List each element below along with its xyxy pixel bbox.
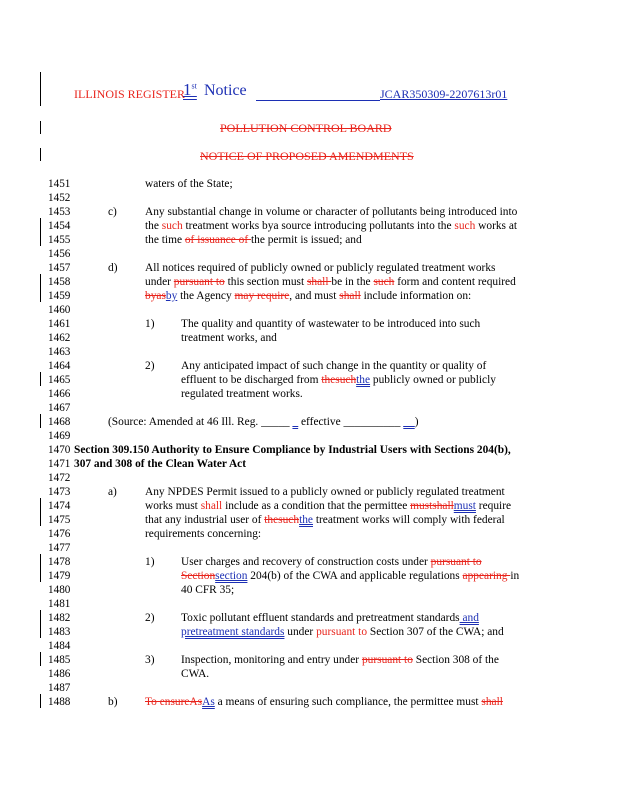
line-number: 1454 [48, 220, 71, 232]
span: (Source: Amended at 46 Ill. Reg. [108, 416, 262, 428]
text-line: regulated treatment works. [181, 388, 303, 400]
change-bar [40, 218, 41, 246]
line-number: 1487 [48, 682, 71, 694]
deleted-text: pursuant to [430, 556, 482, 568]
jcar-code: JCAR350309-2207613r01 [380, 87, 508, 101]
change-bar [40, 554, 41, 582]
line-number: 1481 [48, 598, 71, 610]
deleted-text: byas [145, 290, 166, 302]
line-number: 1463 [48, 346, 71, 358]
notice-sup: st [191, 81, 197, 91]
source-note [108, 415, 418, 429]
deleted-text: shall [307, 276, 332, 288]
inserted-text: and [459, 612, 479, 624]
inserted-text: shall [200, 500, 223, 512]
span: be in the [331, 276, 374, 288]
change-bar [40, 72, 41, 106]
change-bar [40, 414, 41, 428]
span: require [475, 500, 512, 512]
item-label: 2) [145, 360, 155, 372]
line-number: 1455 [48, 234, 71, 246]
span: the [145, 220, 162, 232]
deleted-text: pursuant to [361, 654, 413, 666]
line-number: 1471 [48, 458, 71, 470]
line-number: 1456 [48, 248, 71, 260]
line-number: 1479 [48, 570, 71, 582]
line-number: 1469 [48, 430, 71, 442]
line-number: 1459 [48, 290, 71, 302]
text-line [145, 233, 362, 247]
text-line [181, 625, 504, 639]
deleted-text: thesuch [321, 374, 357, 386]
text-line: 40 CFR 35; [181, 584, 235, 596]
line-number: 1466 [48, 388, 71, 400]
inserted-text: __ [403, 416, 415, 428]
text-line [145, 499, 511, 513]
span: works at [475, 220, 518, 232]
line-number: 1484 [48, 640, 71, 652]
deleted-text: shall [481, 696, 503, 708]
deleted-text: may require [234, 290, 290, 302]
span: this section must [224, 276, 307, 288]
line-number: 1461 [48, 318, 71, 330]
section-heading: Section 309.150 Authority to Ensure Compliance by Industrial Users with Sections 204(b), [74, 444, 511, 456]
line-number: 1458 [48, 276, 71, 288]
span: publicly owned or publicly [370, 374, 496, 386]
span: form and content required [394, 276, 516, 288]
deleted-text: shall [339, 290, 361, 302]
span: under [284, 626, 317, 638]
span: the permit is issued; and [250, 234, 362, 246]
change-bar [40, 652, 41, 666]
board-title: POLLUTION CONTROL BOARD [220, 121, 392, 135]
item-label: 1) [145, 318, 155, 330]
inserted-text: section [215, 570, 248, 582]
deleted-text: of issuance of [184, 234, 251, 246]
span: treatment works will comply with federal [312, 514, 505, 526]
span: in [510, 570, 520, 582]
span: Section 308 of the [412, 654, 499, 666]
item-label: 2) [145, 612, 155, 624]
line-number: 1465 [48, 374, 71, 386]
inserted-text: such [161, 220, 183, 232]
deleted-text: pursuant to [173, 276, 225, 288]
notice-number-value: 1 [183, 80, 192, 99]
deleted-text: To ensureAs [145, 696, 203, 708]
text-line [181, 555, 482, 569]
inserted-text: the [356, 374, 371, 386]
line-number: 1488 [48, 696, 71, 708]
text-line [181, 653, 499, 667]
span: effective [298, 416, 344, 428]
line-number: 1457 [48, 262, 71, 274]
line-number: 1451 [48, 178, 71, 190]
line-number: 1476 [48, 528, 71, 540]
inserted-text: _ [292, 416, 299, 428]
text-line: requirements concerning: [145, 528, 262, 540]
line-number: 1472 [48, 472, 71, 484]
line-number: 1482 [48, 612, 71, 624]
line-number: 1474 [48, 500, 71, 512]
text-line [145, 219, 517, 233]
inserted-text: by [165, 290, 178, 302]
span: 204(b) of the CWA and applicable regulations [247, 570, 463, 582]
change-bar [40, 121, 41, 134]
text-line [181, 611, 479, 625]
line-number: 1480 [48, 584, 71, 596]
deleted-text: appearing [462, 570, 511, 582]
change-bar [40, 274, 41, 302]
change-bar [40, 498, 41, 526]
text-line: Any NPDES Permit issued to a publicly owned or publicly regulated treatment [145, 486, 505, 498]
inserted-text: pursuant to [316, 626, 368, 638]
inserted-text: the [299, 514, 313, 526]
span: works must [145, 500, 201, 512]
deleted-text: thesuch [264, 514, 300, 526]
line-number: 1467 [48, 402, 71, 414]
line-number: 1478 [48, 556, 71, 568]
span: that any industrial user of [145, 514, 265, 526]
change-bar [40, 610, 41, 638]
span: Toxic pollutant effluent standards and pretreatment standards [181, 612, 460, 624]
text-line: CWA. [181, 668, 210, 680]
register-title: ILLINOIS REGISTER [74, 87, 185, 101]
inserted-text: must [453, 500, 476, 512]
text-line [145, 289, 471, 303]
span: , and must [289, 290, 340, 302]
line-number: 1473 [48, 486, 71, 498]
span: include information on: [360, 290, 472, 302]
text-line [145, 513, 505, 527]
text-line: All notices required of publicly owned or publicly regulated treatment works [145, 262, 496, 274]
change-bar [40, 372, 41, 386]
text-line: waters of the State; [145, 178, 233, 190]
span: ) [414, 416, 419, 428]
line-number: 1460 [48, 304, 71, 316]
inserted-text: As [202, 696, 215, 708]
inserted-text: pretreatment standards [181, 626, 285, 638]
span: include as a condition that the permittee [222, 500, 411, 512]
notice-underline [256, 100, 380, 101]
text-line [181, 373, 496, 387]
line-number: 1470 [48, 444, 71, 456]
line-number: 1452 [48, 192, 71, 204]
span: User charges and recovery of construction costs under [181, 556, 431, 568]
line-number: 1462 [48, 332, 71, 344]
item-label: 1) [145, 556, 155, 568]
change-bar [40, 148, 41, 161]
item-label: b) [108, 696, 118, 708]
notice-subtitle: NOTICE OF PROPOSED AMENDMENTS [200, 149, 414, 163]
deleted-text: Section [181, 570, 216, 582]
line-number: 1453 [48, 206, 71, 218]
text-line: Any substantial change in volume or character of pollutants being introduced into [145, 206, 518, 218]
section-heading: 307 and 308 of the Clean Water Act [74, 458, 247, 470]
text-line: treatment works, and [181, 332, 277, 344]
span: Inspection, monitoring and entry under [181, 654, 362, 666]
change-bar [40, 694, 41, 708]
text-line [145, 275, 516, 289]
inserted-text: such [454, 220, 476, 232]
line-number: 1468 [48, 416, 71, 428]
deleted-text: mustshall [410, 500, 454, 512]
span: treatment works bya source introducing pollutants into the [182, 220, 455, 232]
item-label: d) [108, 262, 118, 274]
span: effluent to be discharged from [181, 374, 322, 386]
notice-number [183, 80, 197, 100]
line-number: 1483 [48, 626, 71, 638]
item-label: 3) [145, 654, 155, 666]
text-line: Any anticipated impact of such change in the quantity or quality of [181, 360, 487, 372]
deleted-text: such [373, 276, 395, 288]
span: Section 307 of the CWA; and [367, 626, 504, 638]
line-number: 1477 [48, 542, 71, 554]
span: under [145, 276, 174, 288]
notice-label: Notice [204, 82, 247, 99]
item-label: c) [108, 206, 117, 218]
text-line [181, 569, 519, 583]
blank: _____ [261, 416, 290, 428]
span: a means of ensuring such compliance, the permittee must [214, 696, 482, 708]
line-number: 1475 [48, 514, 71, 526]
line-number: 1485 [48, 654, 71, 666]
line-number: 1464 [48, 360, 71, 372]
span: the Agency [177, 290, 235, 302]
line-number: 1486 [48, 668, 71, 680]
blank: __________ [343, 416, 401, 428]
span: the time [145, 234, 185, 246]
item-label: a) [108, 486, 117, 498]
text-line: The quality and quantity of wastewater to be introduced into such [181, 318, 481, 330]
text-line [145, 695, 503, 709]
